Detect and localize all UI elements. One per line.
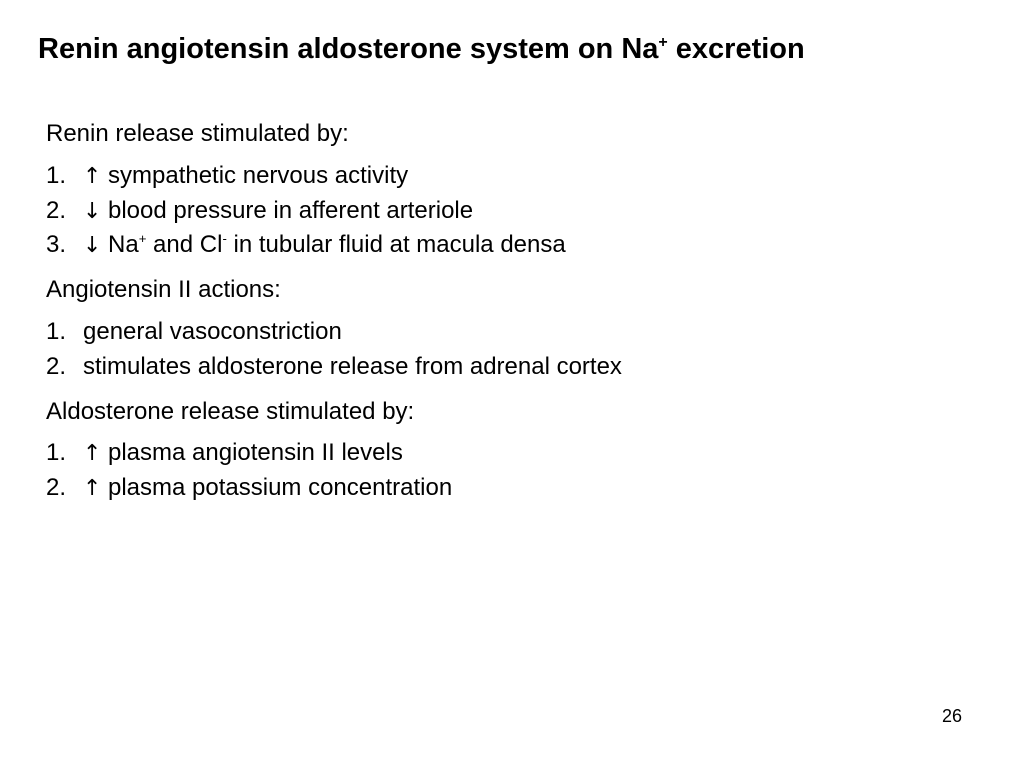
sodium-charge: + <box>138 231 147 247</box>
item-number: 2. <box>46 196 67 224</box>
slide-body <box>46 120 986 503</box>
item-text: general vasoconstriction <box>83 317 342 345</box>
chloride-text: and Cl <box>146 231 223 259</box>
section-heading-renin: Renin release stimulated by: <box>46 120 349 147</box>
item-text: plasma potassium concentration <box>108 474 453 502</box>
item-text: plasma angiotensin II levels <box>108 439 403 467</box>
list-item <box>46 162 986 191</box>
page-number: 26 <box>941 706 962 726</box>
list-item <box>46 439 986 468</box>
item-number: 2. <box>46 352 67 380</box>
chloride-charge: - <box>222 231 227 247</box>
title-superscript-plus: + <box>658 33 668 51</box>
item-text-end: in tubular fluid at macula densa <box>226 231 566 259</box>
section-angiotensin <box>46 276 986 381</box>
up-arrow-icon: ↑ <box>83 441 102 467</box>
item-number: 1. <box>46 439 67 467</box>
section-heading-aldosterone: Aldosterone release stimulated by: <box>46 397 415 425</box>
item-text: stimulates aldosterone release from adrenal cortex <box>83 352 622 380</box>
list-item <box>46 353 986 382</box>
item-number: 3. <box>46 231 67 259</box>
item-text: sympathetic nervous activity <box>108 161 409 189</box>
section-heading-angiotensin: Angiotensin II actions: <box>46 276 281 304</box>
title-text: Renin angiotensin aldosterone system on Na <box>38 33 659 65</box>
item-text <box>108 231 566 260</box>
list-item <box>46 197 986 226</box>
item-number: 1. <box>46 317 67 345</box>
item-number: 1. <box>46 161 67 189</box>
slide-title <box>38 32 805 67</box>
section-aldosterone <box>46 398 986 503</box>
up-arrow-icon: ↑ <box>83 476 102 502</box>
up-arrow-icon: ↑ <box>83 163 102 189</box>
renin-stimuli-list <box>46 162 986 260</box>
list-item <box>46 474 986 503</box>
list-item <box>46 231 986 260</box>
item-text: blood pressure in afferent arteriole <box>108 196 474 224</box>
down-arrow-icon: ↓ <box>83 233 102 259</box>
item-number: 2. <box>46 474 67 502</box>
down-arrow-icon: ↓ <box>83 198 102 224</box>
angiotensin-actions-list <box>46 318 986 382</box>
aldosterone-stimuli-list <box>46 439 986 503</box>
sodium-text: Na <box>108 231 139 259</box>
list-item <box>46 318 986 347</box>
section-renin <box>46 120 986 260</box>
title-text-end: excretion <box>667 33 805 65</box>
